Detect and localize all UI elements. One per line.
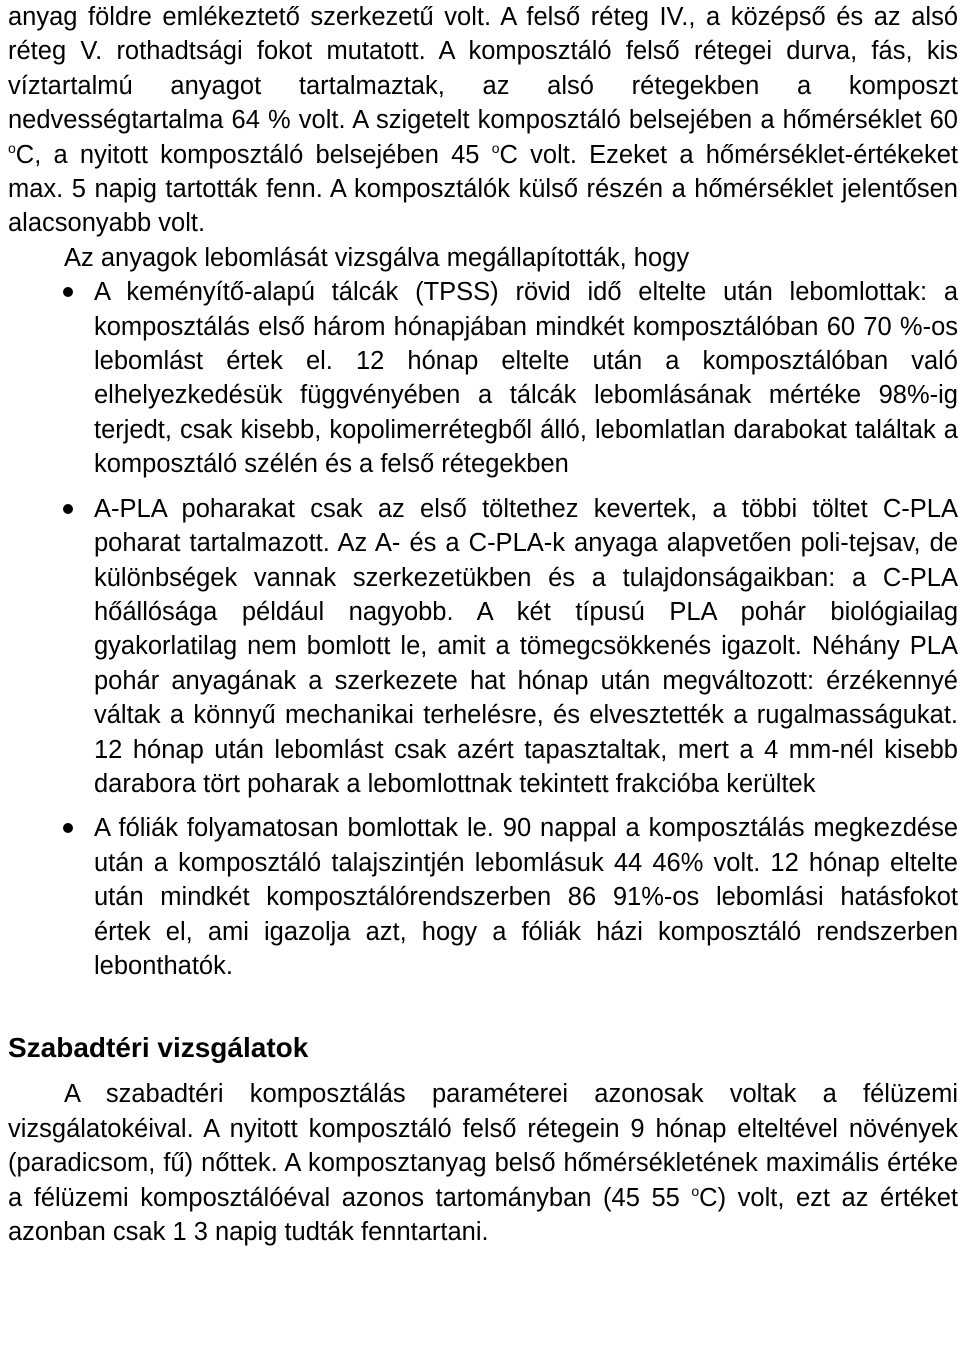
bullet-icon	[63, 504, 73, 514]
degree-superscript: o	[8, 139, 16, 156]
list-item	[8, 811, 958, 983]
section-text-part1: A szabadtéri komposztálás paraméterei azonosak voltak a félüzemi vizsgálatokéival. A nyitott komposztáló felső rétegein 9 hónap elteltével növények (paradicsom, fű) nőttek. A komposztanyag belső hőmérsékletének maximális értéke a félüzemi komposztálóéval azonos tartományban (45 55	[8, 1080, 958, 1212]
section-heading: Szabadtéri vizsgálatok	[8, 1032, 309, 1064]
list-item-text: A-PLA poharakat csak az első töltethez kevertek, a többi töltet C-PLA poharat tartalmazott. Az A- és a C-PLA-k anyaga alapvetően poli-tejsav, de különbségek vannak szerkezetükben és a tulajdonságaikban: a C-PLA hőállósága például nagyobb. A két típusú PLA pohár biológiailag gyakorlatilag nem bomlott le, amit a tömegcsökkenés igazolt. Néhány PLA pohár anyagának a szerkezete hat hónap után megváltozott: érzékennyé váltak a könnyű mechanikai terhelésre, és elvesztették a rugalmasságukat. 12 hónap után lebomlást csak azért tapasztaltak, mert a 4 mm-nél kisebb darabora tört poharak a lebomlottnak tekintett frakcióba kerültek	[94, 494, 958, 798]
degree-superscript: o	[691, 1182, 700, 1199]
list-item	[8, 492, 958, 802]
intro-text-part3: C volt. Ezeket a hőmérséklet-értékeket max. 5 napig tartották fenn. A komposztálók külső részén a hőmérséklet jelentősen alacsonyabb volt.	[8, 140, 958, 238]
section-paragraph	[8, 1077, 958, 1249]
intro-text-part1: anyag földre emlékeztető szerkezetű volt. A felső réteg IV., a középső és az alsó réteg V. rothadtsági fokot mutatott. A komposztáló felső rétegei durva, fás, kis víztartalmú anyagot tartalmaztak, az alsó rétegekben a komposzt nedvességtartalma 64 % volt. A szigetelt komposztáló belsejében a hőmérséklet 60	[8, 3, 958, 135]
bullet-icon	[63, 287, 73, 297]
list-item-text: A keményítő-alapú tálcák (TPSS) rövid idő eltelte után lebomlottak: a komposztálás első három hónapjában mindkét komposztálóban 60 70 %-os lebomlást értek el. 12 hónap eltelte után a komposztálóban való elhelyezkedésük függvényében a tálcák lebomlásának mértéke 98%-ig terjedt, csak kisebb, kopolimerrétegből álló, lebomlatlan darabokat találtak a komposztáló szélén és a felső rétegekben	[94, 278, 958, 479]
document-page	[8, 0, 958, 1249]
list-item-text: A fóliák folyamatosan bomlottak le. 90 nappal a komposztálás megkezdése után a komposztáló talajszintjén lebomlásuk 44 46% volt. 12 hónap eltelte után mindkét komposztálórendszerben 86 91%-os lebomlási hatásfokot értek el, ami igazolja azt, hogy a fóliák házi komposztáló rendszerben lebonthatók.	[94, 814, 958, 980]
bullet-icon	[63, 823, 73, 833]
list-item	[8, 275, 958, 481]
intro-paragraph	[8, 0, 958, 241]
findings-lead-sentence: Az anyagok lebomlását vizsgálva megállapították, hogy	[64, 243, 690, 272]
section-text-part2: C) volt, ezt az értéket azonban csak 1 3 napig tudták fenntartani.	[8, 1183, 958, 1246]
intro-text-part2: C, a nyitott komposztáló belsejében 45	[15, 140, 492, 169]
degree-superscript: o	[491, 139, 500, 156]
findings-list	[8, 275, 958, 983]
